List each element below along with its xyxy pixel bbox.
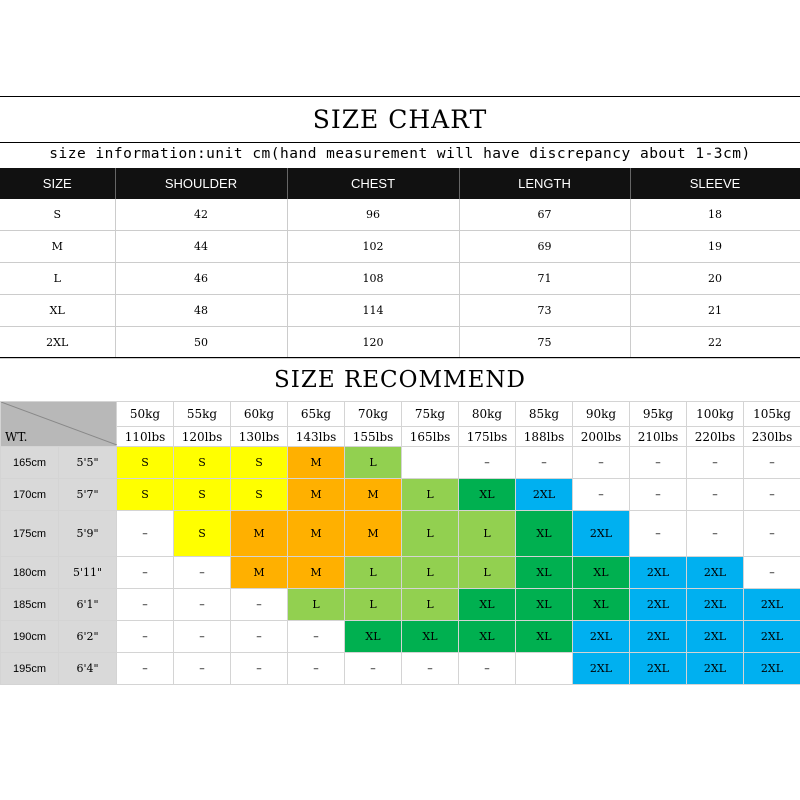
recommend-size-cell: – (231, 653, 288, 685)
recommend-size-cell: XL (516, 511, 573, 557)
height-cm-cell: 165cm (1, 447, 59, 479)
size-chart-table (0, 168, 800, 359)
recommend-size-cell: S (174, 447, 231, 479)
weight-kg-cell: 105kg (744, 402, 800, 427)
recommend-size-cell: – (174, 589, 231, 621)
weight-height-corner (1, 402, 117, 447)
recommend-size-cell: – (459, 653, 516, 685)
recommend-size-cell: 2XL (573, 621, 630, 653)
recommend-size-cell: 2XL (630, 557, 687, 589)
recommend-size-cell: – (231, 621, 288, 653)
recommend-size-cell: – (744, 511, 800, 557)
recommend-size-cell: – (573, 479, 630, 511)
size-cell: XL (0, 295, 115, 327)
recommend-size-cell: M (231, 557, 288, 589)
recommend-size-cell: L (402, 511, 459, 557)
size-cell: 2XL (0, 327, 115, 359)
recommend-size-cell: – (516, 447, 573, 479)
size-cell: 108 (287, 263, 459, 295)
table-row (0, 327, 800, 359)
header-sleeve: SLEEVE (630, 168, 800, 199)
table-row (0, 199, 800, 231)
table-row (1, 511, 800, 557)
recommend-size-cell: L (402, 557, 459, 589)
height-ft-cell: 6'2" (59, 621, 117, 653)
size-cell: 73 (459, 295, 630, 327)
height-ft-cell: 6'4" (59, 653, 117, 685)
recommend-size-cell: – (288, 621, 345, 653)
recommend-size-cell: – (117, 653, 174, 685)
recommend-size-cell: L (402, 589, 459, 621)
table-row (1, 653, 800, 685)
table-row (1, 557, 800, 589)
table-row (1, 447, 800, 479)
size-cell: M (0, 231, 115, 263)
weight-lbs-cell: 130lbs (231, 427, 288, 447)
recommend-size-cell: – (117, 589, 174, 621)
recommend-size-cell: L (345, 589, 402, 621)
table-row (0, 263, 800, 295)
weight-lbs-cell: 210lbs (630, 427, 687, 447)
weight-lbs-cell: 175lbs (459, 427, 516, 447)
weight-lbs-row (1, 427, 800, 447)
recommend-size-cell: M (288, 557, 345, 589)
height-cm-cell: 190cm (1, 621, 59, 653)
size-cell: 21 (630, 295, 800, 327)
recommend-size-cell: – (744, 479, 800, 511)
weight-lbs-cell: 220lbs (687, 427, 744, 447)
recommend-size-cell: – (231, 589, 288, 621)
size-cell: 96 (287, 199, 459, 231)
recommend-size-cell: – (459, 447, 516, 479)
recommend-size-cell: L (459, 557, 516, 589)
height-cm-cell: 185cm (1, 589, 59, 621)
height-cm-cell: 175cm (1, 511, 59, 557)
recommend-size-cell: – (117, 621, 174, 653)
size-cell: 44 (115, 231, 287, 263)
recommend-size-cell: – (288, 653, 345, 685)
size-chart-subtitle: size information:unit cm(hand measurement will have discrepancy about 1-3cm) (49, 146, 751, 162)
recommend-size-cell: XL (516, 621, 573, 653)
weight-kg-cell: 95kg (630, 402, 687, 427)
size-cell: 18 (630, 199, 800, 231)
size-cell: 69 (459, 231, 630, 263)
recommend-size-cell: XL (459, 479, 516, 511)
weight-kg-cell: 75kg (402, 402, 459, 427)
height-ft-cell: 5'9" (59, 511, 117, 557)
header-shoulder: SHOULDER (115, 168, 287, 199)
weight-kg-cell: 55kg (174, 402, 231, 427)
weight-kg-cell: 60kg (231, 402, 288, 427)
recommend-size-cell: S (174, 511, 231, 557)
size-cell: 20 (630, 263, 800, 295)
weight-kg-cell: 50kg (117, 402, 174, 427)
weight-kg-cell: 70kg (345, 402, 402, 427)
recommend-size-cell: XL (459, 589, 516, 621)
recommend-size-cell: – (174, 653, 231, 685)
recommend-size-cell: S (231, 479, 288, 511)
recommend-size-cell: – (630, 447, 687, 479)
size-chart-title: SIZE CHART (0, 96, 800, 143)
recommend-size-cell: M (288, 511, 345, 557)
weight-lbs-cell: 165lbs (402, 427, 459, 447)
recommend-size-cell: L (459, 511, 516, 557)
recommend-size-cell: XL (402, 621, 459, 653)
recommend-size-cell: M (345, 511, 402, 557)
weight-kg-row (1, 402, 800, 427)
weight-lbs-cell: 110lbs (117, 427, 174, 447)
recommend-size-cell: S (231, 447, 288, 479)
table-row (0, 295, 800, 327)
recommend-size-cell: 2XL (573, 511, 630, 557)
recommend-size-cell: S (174, 479, 231, 511)
header-length: LENGTH (459, 168, 630, 199)
recommend-size-cell: 2XL (744, 653, 800, 685)
size-cell: S (0, 199, 115, 231)
recommend-size-cell: – (687, 479, 744, 511)
size-cell: 22 (630, 327, 800, 359)
recommend-size-cell: 2XL (687, 589, 744, 621)
recommend-size-cell: – (117, 511, 174, 557)
recommend-size-cell: 2XL (744, 621, 800, 653)
height-cm-cell: 170cm (1, 479, 59, 511)
recommend-size-cell: 2XL (630, 653, 687, 685)
size-cell: 120 (287, 327, 459, 359)
table-row (0, 231, 800, 263)
height-ft-cell: 5'7" (59, 479, 117, 511)
recommend-size-cell: XL (459, 621, 516, 653)
recommend-size-cell: L (402, 479, 459, 511)
weight-lbs-cell: 230lbs (744, 427, 800, 447)
recommend-size-cell: – (573, 447, 630, 479)
recommend-size-cell: XL (573, 557, 630, 589)
recommend-size-cell: M (288, 479, 345, 511)
size-sheet (0, 96, 800, 678)
size-cell: 67 (459, 199, 630, 231)
recommend-size-cell: 2XL (744, 589, 800, 621)
weight-lbs-cell: 155lbs (345, 427, 402, 447)
recommend-size-cell: M (231, 511, 288, 557)
recommend-size-cell: – (174, 557, 231, 589)
recommend-size-cell: – (687, 447, 744, 479)
header-size: SIZE (0, 168, 115, 199)
recommend-size-cell: L (345, 447, 402, 479)
recommend-size-cell: 2XL (630, 621, 687, 653)
recommend-size-cell: 2XL (687, 653, 744, 685)
corner-label: WT. (5, 430, 28, 444)
table-row (1, 479, 800, 511)
recommend-size-cell: – (687, 511, 744, 557)
height-ft-cell: 5'11" (59, 557, 117, 589)
size-cell: 102 (287, 231, 459, 263)
recommend-size-cell: L (288, 589, 345, 621)
recommend-size-cell: S (117, 447, 174, 479)
recommend-size-cell: – (630, 511, 687, 557)
height-ft-cell: 6'1" (59, 589, 117, 621)
weight-kg-cell: 80kg (459, 402, 516, 427)
weight-kg-cell: 100kg (687, 402, 744, 427)
size-chart-header-row (0, 168, 800, 199)
weight-lbs-cell: 200lbs (573, 427, 630, 447)
weight-kg-cell: 85kg (516, 402, 573, 427)
recommend-size-cell: 2XL (516, 479, 573, 511)
height-cm-cell: 180cm (1, 557, 59, 589)
recommend-size-cell: – (630, 479, 687, 511)
weight-lbs-cell: 188lbs (516, 427, 573, 447)
size-cell: 114 (287, 295, 459, 327)
weight-kg-cell: 65kg (288, 402, 345, 427)
size-recommend-title: SIZE RECOMMEND (0, 357, 800, 402)
table-row (1, 621, 800, 653)
recommend-size-cell: – (345, 653, 402, 685)
size-cell: 71 (459, 263, 630, 295)
weight-lbs-cell: 143lbs (288, 427, 345, 447)
recommend-size-cell: M (345, 479, 402, 511)
weight-lbs-cell: 120lbs (174, 427, 231, 447)
size-cell: 48 (115, 295, 287, 327)
size-recommend-table (0, 401, 800, 685)
recommend-size-cell: XL (345, 621, 402, 653)
recommend-size-cell: 2XL (687, 557, 744, 589)
recommend-size-cell: S (117, 479, 174, 511)
size-cell: 42 (115, 199, 287, 231)
recommend-size-cell: XL (516, 589, 573, 621)
recommend-size-cell: L (345, 557, 402, 589)
recommend-size-cell: XL (573, 589, 630, 621)
height-ft-cell: 5'5" (59, 447, 117, 479)
size-cell: L (0, 263, 115, 295)
size-cell: 50 (115, 327, 287, 359)
recommend-size-cell: – (402, 653, 459, 685)
size-cell: 75 (459, 327, 630, 359)
recommend-size-cell (516, 653, 573, 685)
recommend-size-cell: – (117, 557, 174, 589)
header-chest: CHEST (287, 168, 459, 199)
recommend-size-cell: XL (516, 557, 573, 589)
recommend-size-cell (402, 447, 459, 479)
table-row (1, 589, 800, 621)
recommend-size-cell: 2XL (573, 653, 630, 685)
recommend-size-cell: – (744, 557, 800, 589)
size-cell: 19 (630, 231, 800, 263)
recommend-size-cell: – (744, 447, 800, 479)
height-cm-cell: 195cm (1, 653, 59, 685)
recommend-size-cell: – (174, 621, 231, 653)
weight-kg-cell: 90kg (573, 402, 630, 427)
recommend-size-cell: 2XL (687, 621, 744, 653)
recommend-size-cell: M (288, 447, 345, 479)
recommend-size-cell: 2XL (630, 589, 687, 621)
size-cell: 46 (115, 263, 287, 295)
